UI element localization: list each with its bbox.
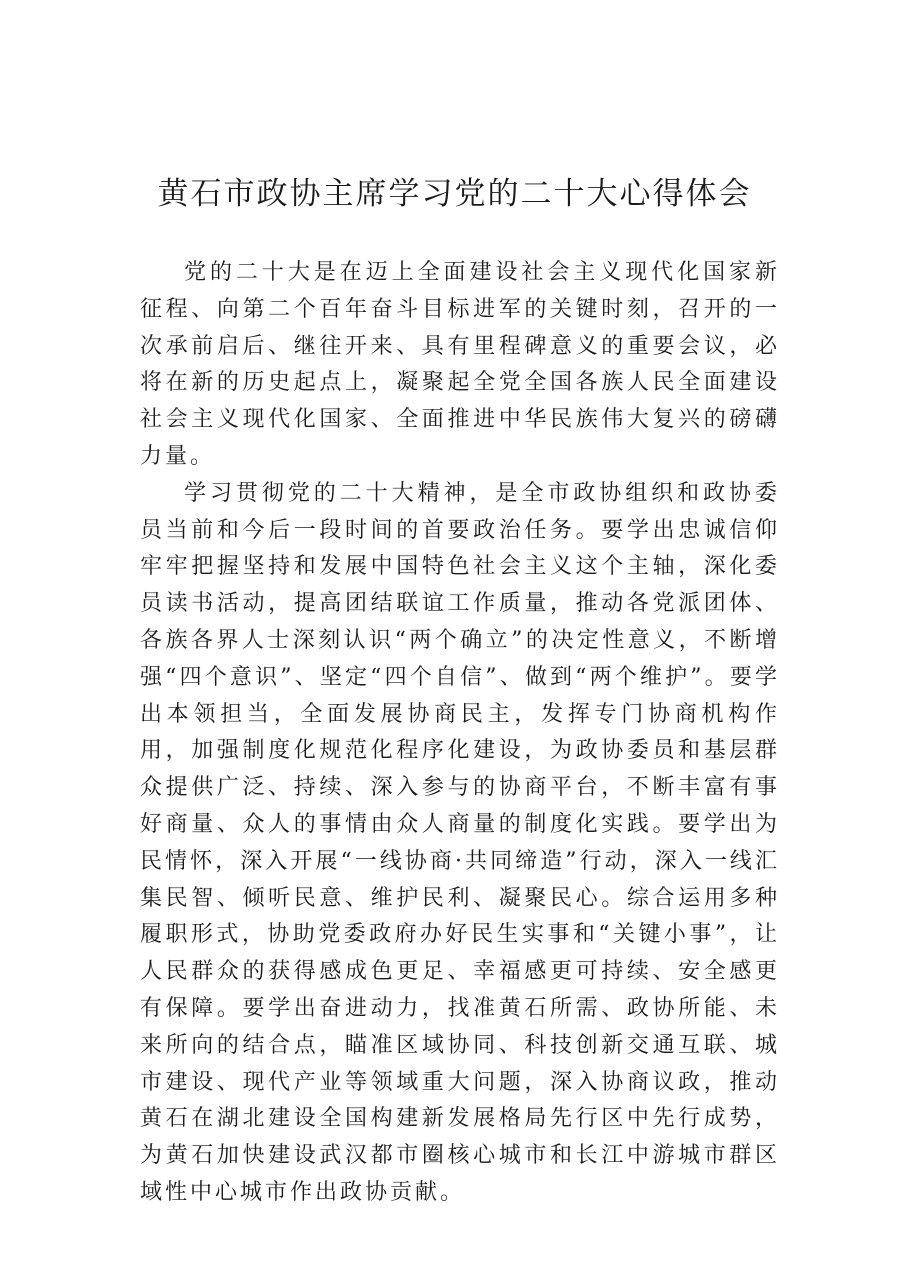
document-body: [140, 255, 780, 1212]
paragraph-study-tasks: 学习贯彻党的二十大精神，是全市政协组织和政协委员当前和今后一段时间的首要政治任务。要学出忠诚信仰牢牢把握坚持和发展中国特色社会主义这个主轴，深化委员读书活动，提高团结联谊工作质量，推动各党派团体、各族各界人士深刻认识“两个确立”的决定性意义，不断增强“四个意识”、坚定“四个自信”、做到“两个维护”。要学出本领担当，全面发展协商民主，发挥专门协商机构作用，加强制度化规范化程序化建设，为政协委员和基层群众提供广泛、持续、深入参与的协商平台，不断丰富有事好商量、众人的事情由众人商量的制度化实践。要学出为民情怀，深入开展“一线协商·共同缔造”行动，深入一线汇集民智、倾听民意、维护民利、凝聚民心。综合运用多种履职形式，协助党委政府办好民生实事和“关键小事”，让人民群众的获得感成色更足、幸福感更可持续、安全感更有保障。要学出奋进动力，找准黄石所需、政协所能、未来所向的结合点，瞄准区域协同、科技创新交通互联、城市建设、现代产业等领域重大问题，深入协商议政，推动黄石在湖北建设全国构建新发展格局先行区中先行成势，为黄石加快建设武汉都市圈核心城市和长江中游城市群区域性中心城市作出政协贡献。: [140, 480, 780, 1205]
paragraph-intro: 党的二十大是在迈上全面建设社会主义现代化国家新征程、向第二个百年奋斗目标进军的关键时刻，召开的一次承前启后、继往开来、具有里程碑意义的重要会议，必将在新的历史起点上，凝聚起全党全国各族人民全面建设社会主义现代化国家、全面推进中华民族伟大复兴的磅礴力量。: [140, 260, 780, 469]
document-title: 黄石市政协主席学习党的二十大心得体会: [157, 176, 752, 212]
